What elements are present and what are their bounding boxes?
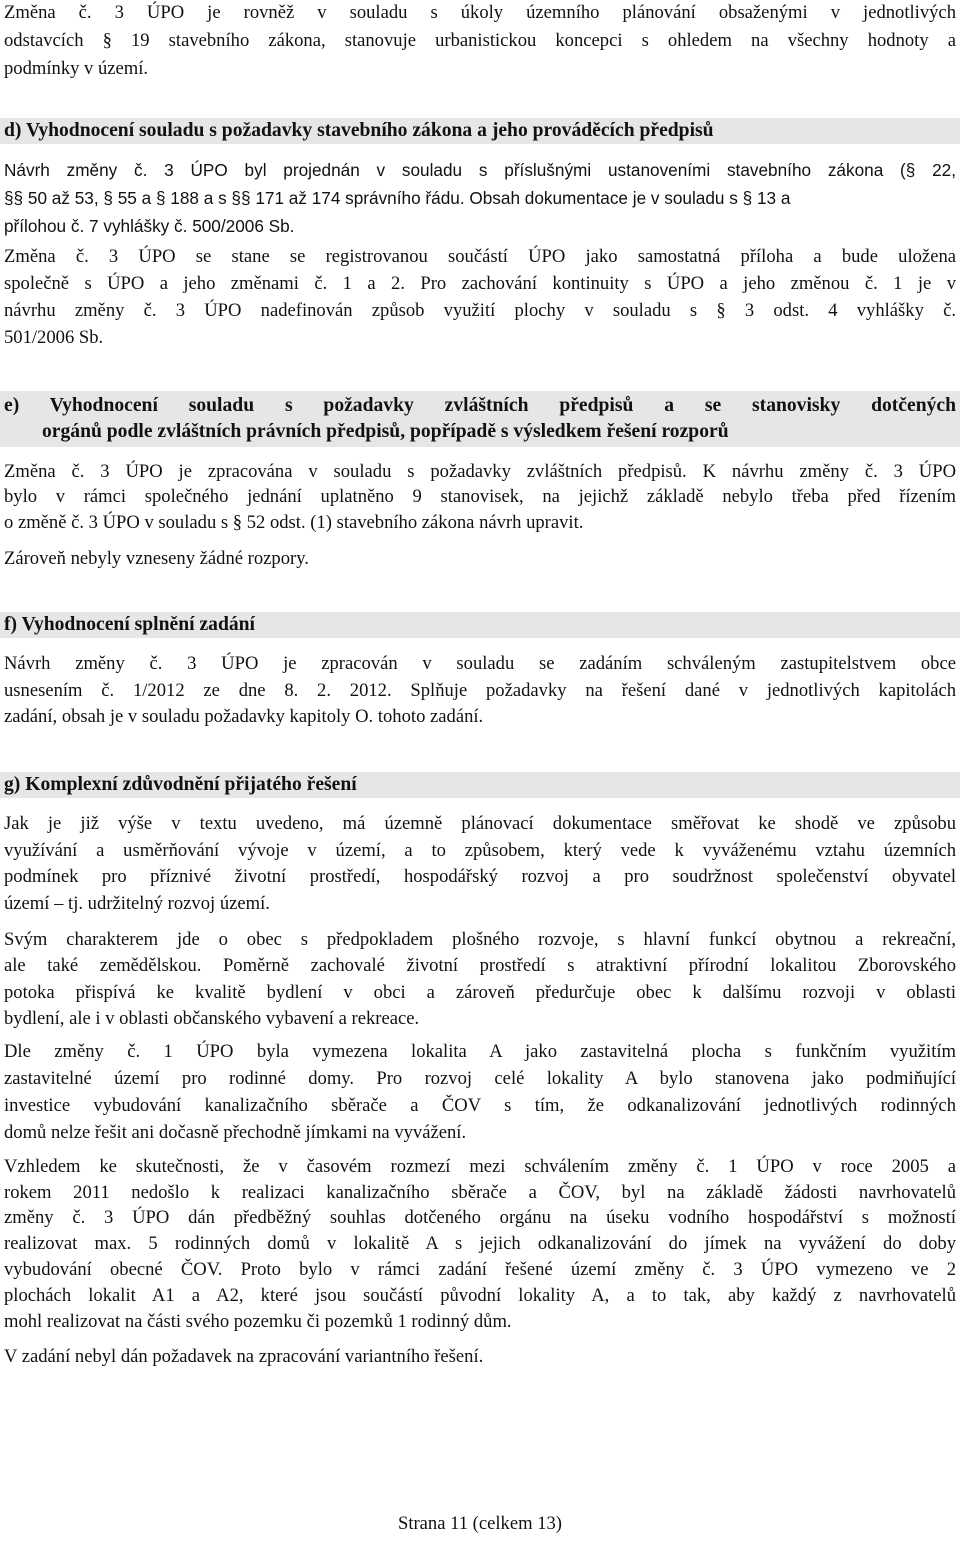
text-line: V zadání nebyl dán požadavek na zpracování variantního řešení.	[4, 1346, 484, 1367]
text-line: území – tj. udržitelný rozvoj území.	[4, 893, 270, 914]
text-line: plochách lokalit A1 a A2, které jsou součástí původní lokality A, a to tak, aby každý z navrhovatelů	[4, 1285, 956, 1306]
text-line: ale také zemědělskou. Poměrně zachovalé životní prostředí s atraktivní přírodní lokalitou Zborovského	[4, 955, 956, 976]
text-line: Svým charakterem jde o obec s předpokladem plošného rozvoje, s hlavní funkcí obytnou a rekreační,	[4, 929, 956, 950]
text-line: návrhu změny č. 3 ÚPO nadefinován způsob využití plochy v souladu s § 3 odst. 4 vyhlášky č.	[4, 300, 956, 321]
text-line: Změna č. 3 ÚPO se stane se registrovanou součástí ÚPO jako samostatná příloha a bude uložena	[4, 246, 956, 267]
text-line: změny č. 3 ÚPO dán předběžný souhlas dotčeného orgánu na úseku vodního hospodářství s možností	[4, 1207, 956, 1228]
text-line: mohl realizovat na části svého pozemku či pozemků 1 rodinný dům.	[4, 1311, 512, 1332]
text-line: vybudování obecné ČOV. Proto bylo v rámci zadání řešené území změny č. 3 ÚPO vymezeno ve 2	[4, 1259, 956, 1280]
text-line: Změna č. 3 ÚPO je zpracována v souladu s požadavky zvláštních předpisů. K návrhu změny č. 3 ÚPO	[4, 461, 956, 482]
text-line: zadání, obsah je v souladu požadavky kapitoly O. tohoto zadání.	[4, 706, 484, 727]
text-line: odstavcích § 19 stavebního zákona, stanovuje urbanistickou koncepci s ohledem na všechny hodnoty a	[4, 30, 956, 51]
page-footer: Strana 11 (celkem 13)	[397, 1513, 562, 1534]
section-heading-f: f) Vyhodnocení splnění zadání	[0, 612, 960, 638]
text-line: Jak je již výše v textu uvedeno, má územně plánovací dokumentace směřovat ke shodě ve způsobu	[4, 813, 956, 834]
text-line: přílohou č. 7 vyhlášky č. 500/2006 Sb.	[4, 216, 295, 236]
text-line: o změně č. 3 ÚPO v souladu s § 52 odst. (1) stavebního zákona návrh upravit.	[4, 512, 584, 533]
text-line: Návrh změny č. 3 ÚPO je zpracován v souladu se zadáním schváleným zastupitelstvem obce	[4, 653, 956, 674]
text-line: zastavitelné území pro rodinné domy. Pro rozvoj celé lokality A bylo stanovena jako podmiňující	[4, 1068, 956, 1089]
heading-line: orgánů podle zvláštních právních předpisů, popřípadě s výsledkem řešení rozporů	[42, 421, 729, 442]
text-line: Návrh změny č. 3 ÚPO byl projednán v souladu s příslušnými ustanoveními stavebního zákona (§ 22,	[4, 160, 956, 180]
text-line: bylo v rámci společného jednání uplatněno 9 stanovisek, na jejichž základě nebylo třeba před řízením	[4, 486, 956, 507]
text-line: realizovat max. 5 rodinných domů v lokalitě A s jejich odkanalizování do jímek na vyvážení do doby	[4, 1233, 956, 1254]
text-line: 501/2006 Sb.	[4, 327, 104, 348]
section-heading-e	[0, 391, 960, 447]
text-line: podmínek pro příznivé životní prostředí, hospodářský rozvoj a pro soudržnost společenství obyvatel	[4, 866, 956, 887]
text-line: usnesením č. 1/2012 ze dne 8. 2. 2012. Splňuje požadavky na řešení dané v jednotlivých kapitolách	[4, 680, 956, 701]
text-line: využívání a usměrňování vývoje v území, a to způsobem, který vede k vyváženému vztahu územních	[4, 840, 956, 861]
text-line: domů nelze řešit ani dočasně přechodně jímkami na vyvážení.	[4, 1122, 467, 1143]
section-heading-g: g) Komplexní zdůvodnění přijatého řešení	[0, 772, 960, 798]
text-line: §§ 50 až 53, § 55 a § 188 a s §§ 171 až 174 správního řádu. Obsah dokumentace je v souladu s § 13 a	[4, 188, 791, 208]
text-line: potoka přispívá ke kvalitě bydlení v obci a zároveň předurčuje obec k dalšímu rozvoji v oblasti	[4, 982, 956, 1003]
text-line: Zároveň nebyly vzneseny žádné rozpory.	[4, 548, 309, 569]
text-line: podmínky v území.	[4, 58, 149, 79]
text-line: Změna č. 3 ÚPO je rovněž v souladu s úkoly územního plánování obsaženými v jednotlivých	[4, 2, 956, 23]
text-line: společně s ÚPO a jeho změnami č. 1 a 2. Pro zachování kontinuity s ÚPO a jeho změnou č. 1 je v	[4, 273, 956, 294]
section-heading-d: d) Vyhodnocení souladu s požadavky stavebního zákona a jeho prováděcích předpisů	[0, 118, 960, 144]
text-line: bydlení, ale i v oblasti občanského vybavení a rekreace.	[4, 1008, 420, 1029]
text-line: investice vybudování kanalizačního sběrače a ČOV s tím, že odkanalizování jednotlivých rodinných	[4, 1095, 956, 1116]
text-line: Vzhledem ke skutečnosti, že v časovém rozmezí mezi schválením změny č. 1 ÚPO v roce 2005 a	[4, 1156, 956, 1177]
heading-line: e) Vyhodnocení souladu s požadavky zvláštních předpisů a se stanovisky dotčených	[4, 395, 956, 416]
text-line: rokem 2011 nedošlo k realizaci kanalizačního sběrače a ČOV, byl na základě žádosti navrhovatelů	[4, 1182, 956, 1203]
text-line: Dle změny č. 1 ÚPO byla vymezena lokalita A jako zastavitelná plocha s funkčním využitím	[4, 1041, 956, 1062]
